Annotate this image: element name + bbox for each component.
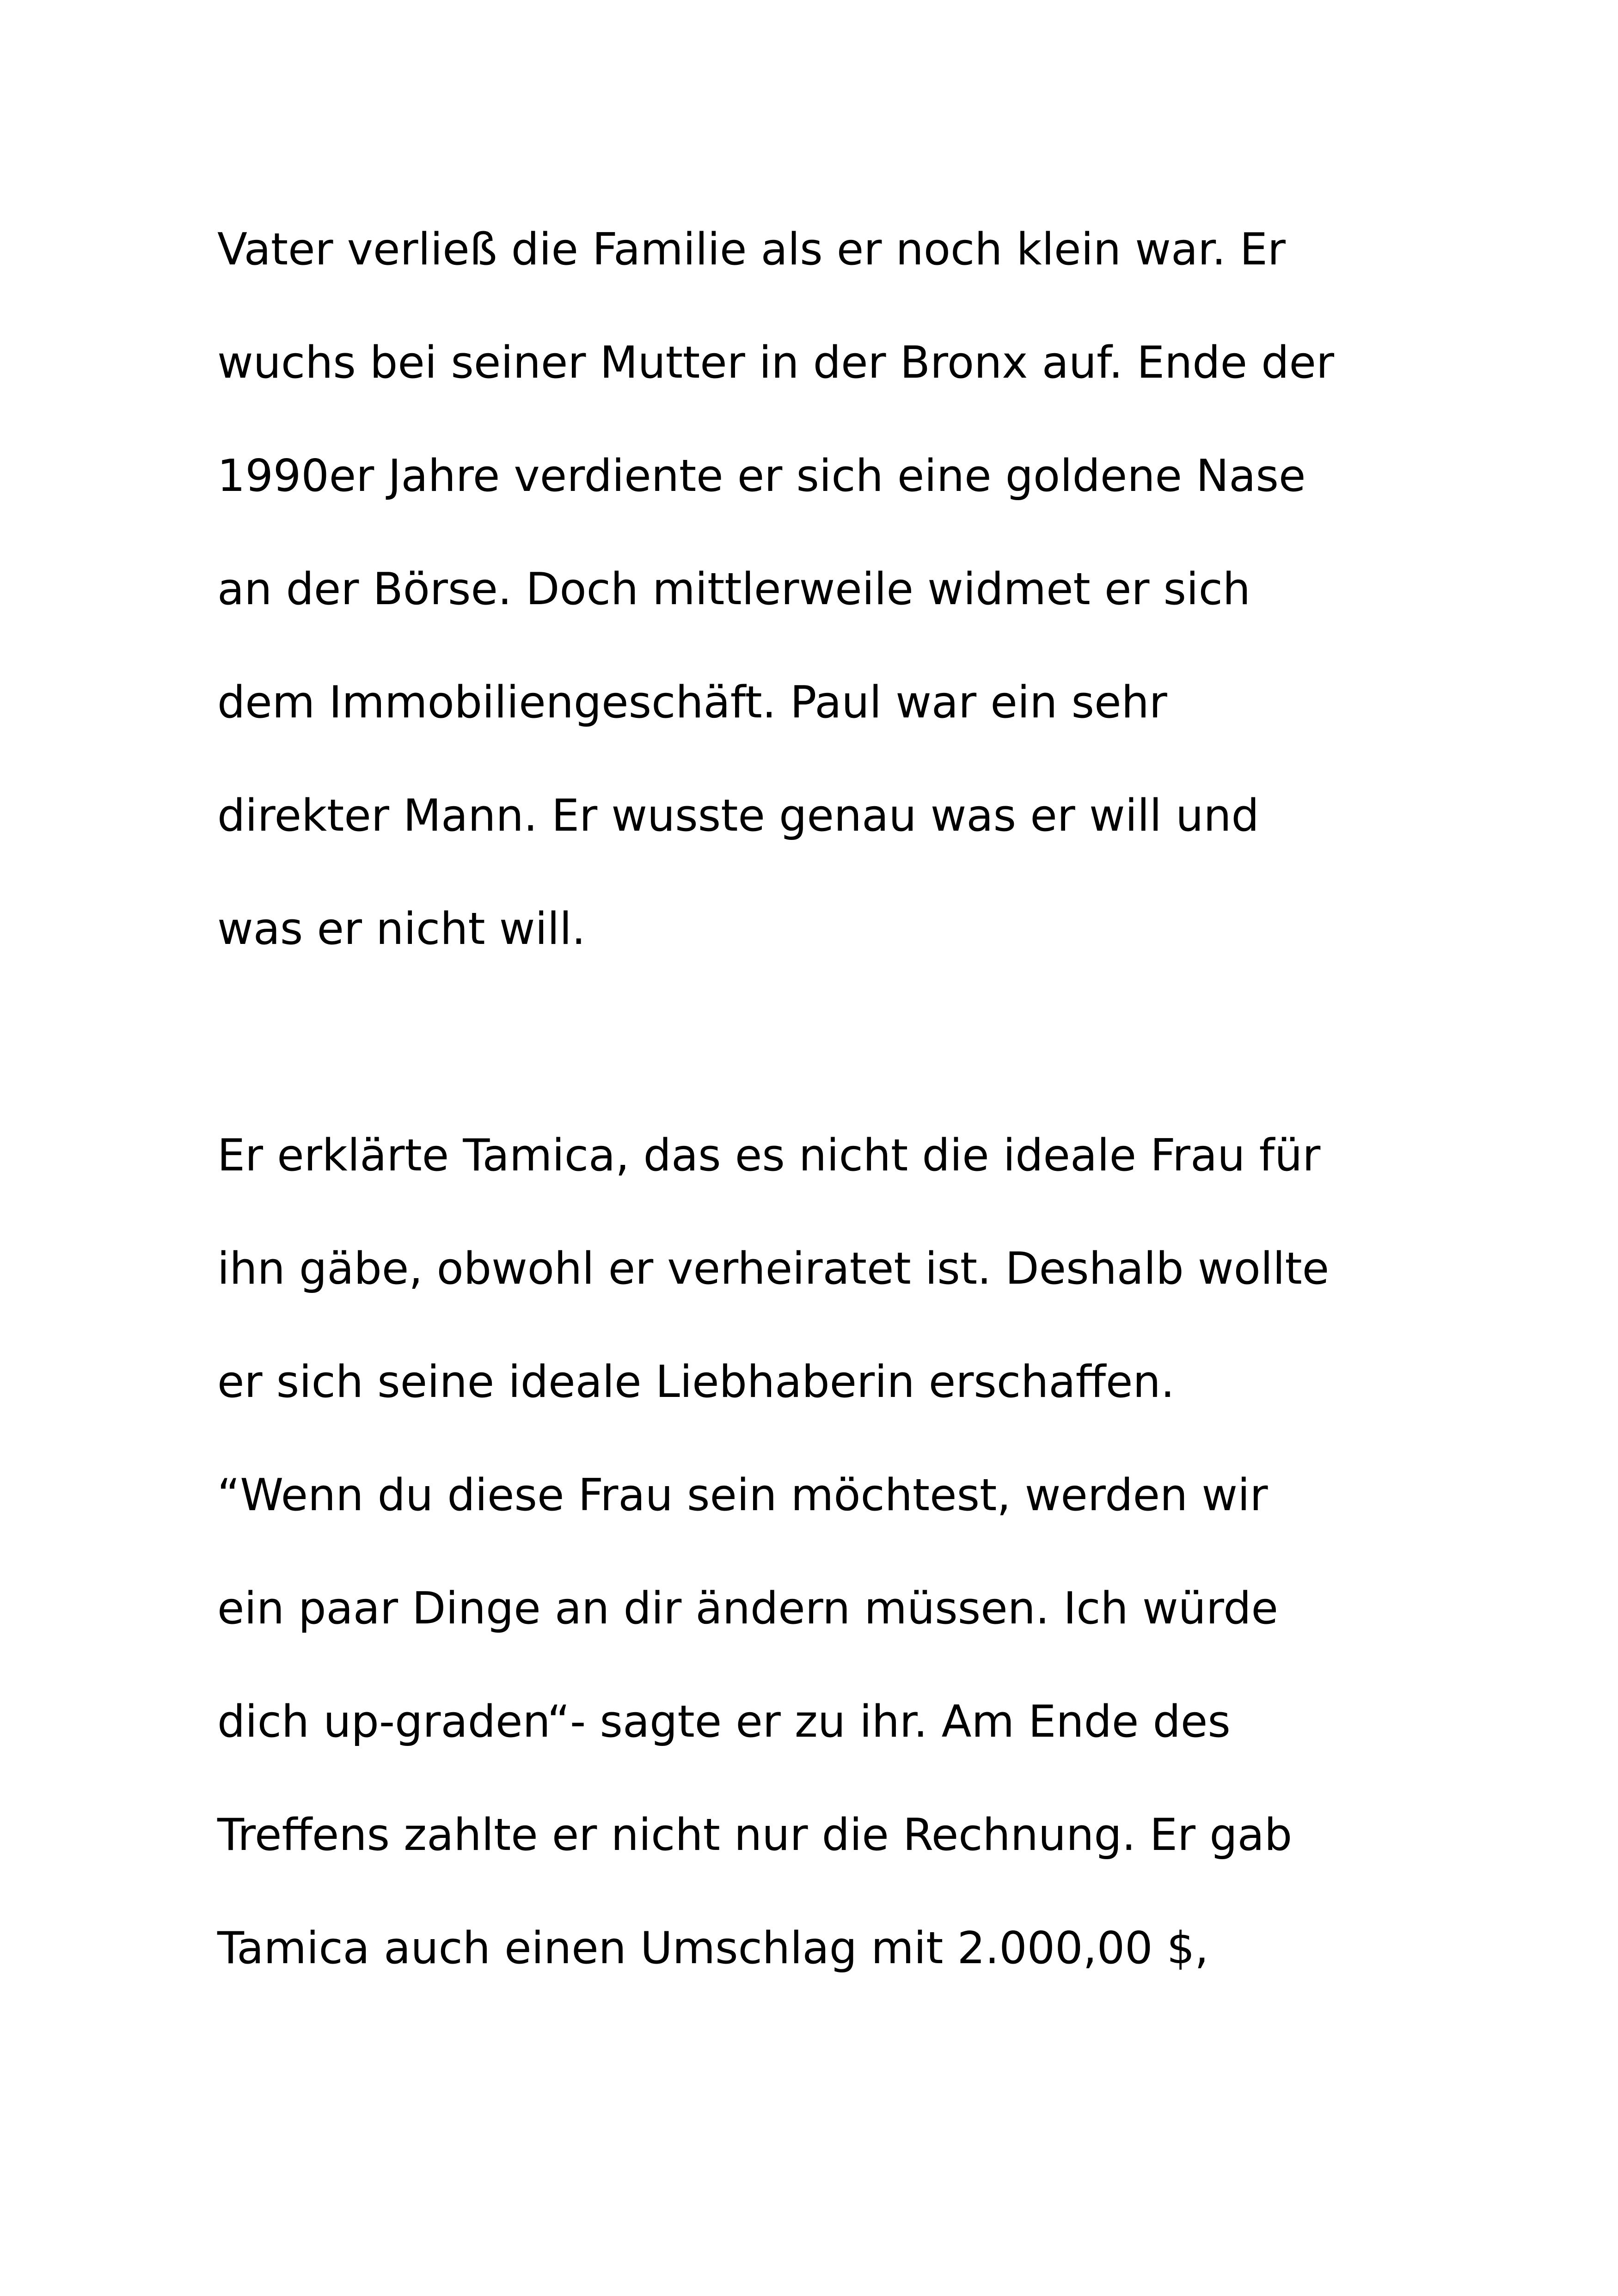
paragraph-line: er sich seine ideale Liebhaberin erschaffen. bbox=[217, 1357, 1175, 1408]
paragraph-line: ihn gäbe, obwohl er verheiratet ist. Deshalb wollte bbox=[217, 1243, 1330, 1294]
paragraph-line: an der Börse. Doch mittlerweile widmet er sich bbox=[217, 564, 1251, 615]
paragraph-line: dem Immobiliengeschäft. Paul war ein sehr bbox=[217, 677, 1167, 728]
paragraph-line: was er nicht will. bbox=[217, 904, 586, 955]
paragraph-line: ein paar Dinge an dir ändern müssen. Ich würde bbox=[217, 1583, 1278, 1634]
paragraph-line: Treffens zahlte er nicht nur die Rechnung. Er gab bbox=[217, 1810, 1293, 1861]
paragraph-line: direkter Mann. Er wusste genau was er will und bbox=[217, 790, 1259, 841]
paragraph-line: Tamica auch einen Umschlag mit 2.000,00 $, bbox=[217, 1923, 1209, 1974]
paragraph-line: wuchs bei seiner Mutter in der Bronx auf. Ende der bbox=[217, 337, 1335, 388]
paragraph-line: dich up-graden“- sagte er zu ihr. Am Ende des bbox=[217, 1696, 1231, 1747]
paragraph-line: 1990er Jahre verdiente er sich eine goldene Nase bbox=[217, 451, 1306, 502]
paragraph-line: Er erklärte Tamica, das es nicht die ideale Frau für bbox=[217, 1130, 1321, 1181]
paragraph-line: “Wenn du diese Frau sein möchtest, werden wir bbox=[217, 1470, 1268, 1521]
paragraph-line: Vater verließ die Familie als er noch klein war. Er bbox=[217, 224, 1286, 275]
